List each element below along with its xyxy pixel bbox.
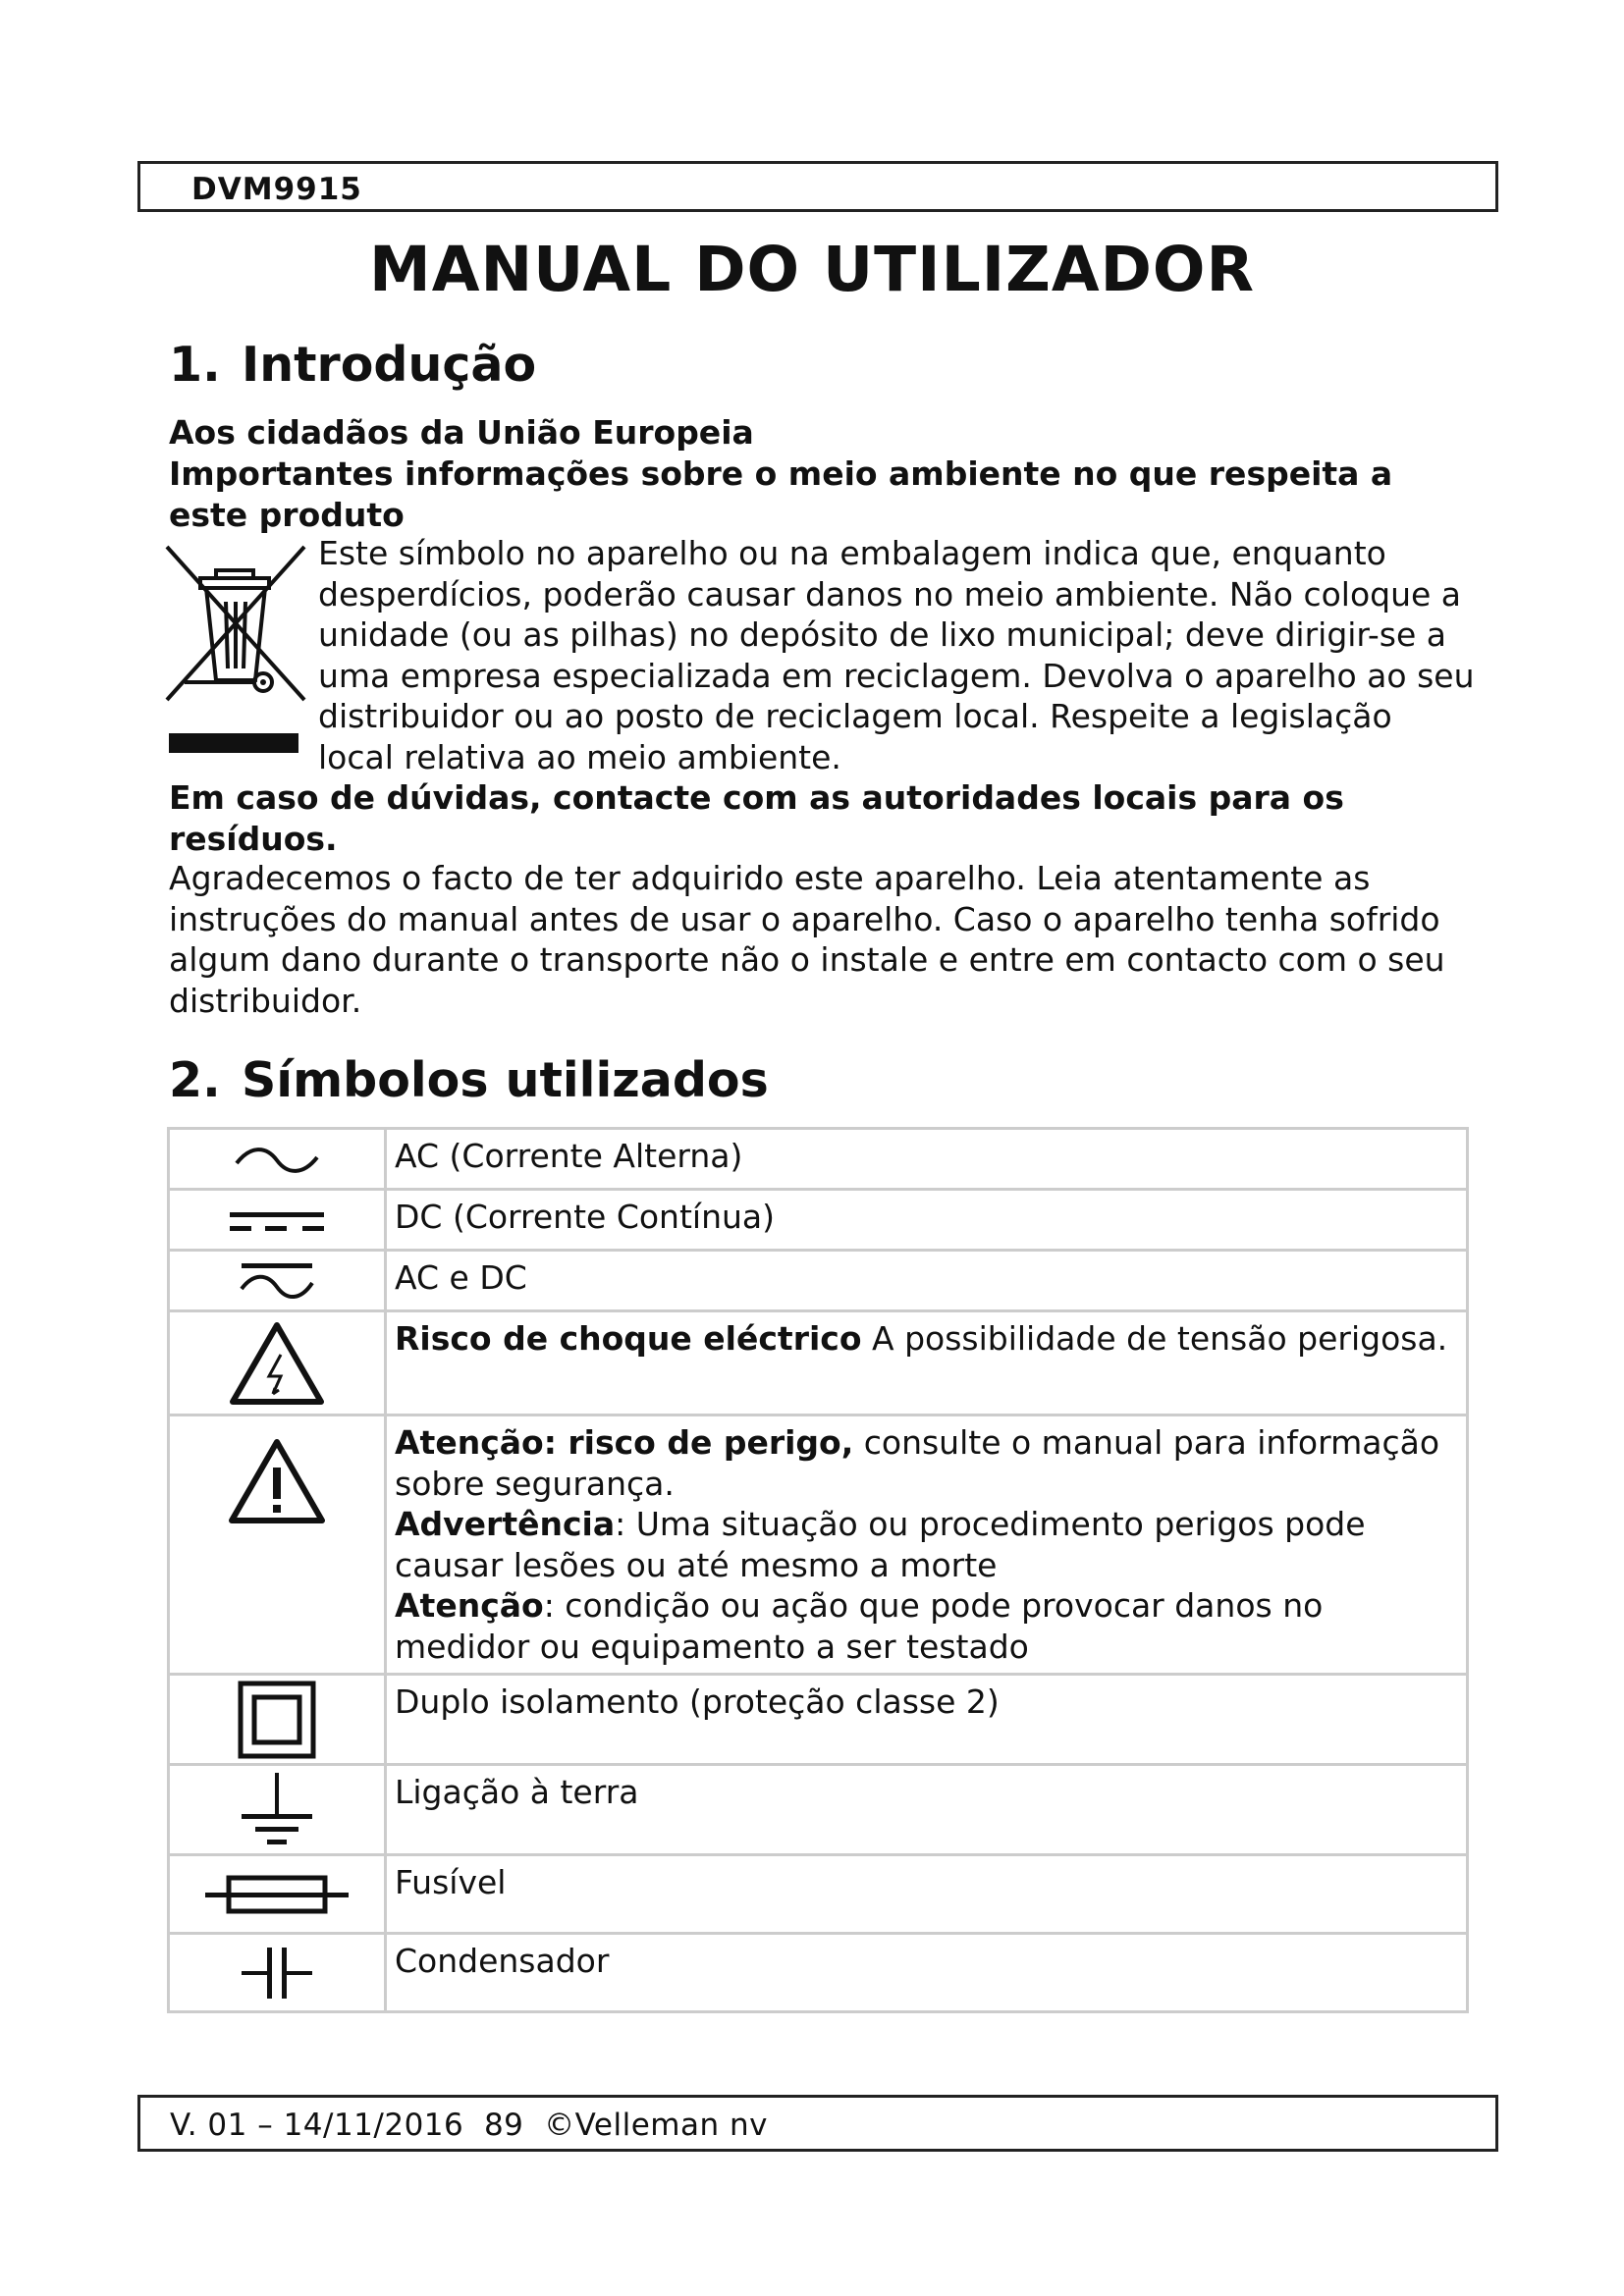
double-insulation-icon	[238, 1698, 316, 1736]
symbol-description: AC (Corrente Alterna)	[386, 1129, 1468, 1190]
shock-text: A possibilidade de tensão perigosa.	[861, 1319, 1448, 1358]
symbol-cell	[169, 1415, 386, 1675]
symbol-description: DC (Corrente Contínua)	[386, 1190, 1468, 1251]
symbol-cell	[169, 1855, 386, 1934]
symbol-cell	[169, 1251, 386, 1311]
advertencia-text: : Uma situação ou procedimento perigos pode causar lesões ou até mesmo a morte	[395, 1505, 1366, 1584]
warning-line	[395, 1585, 1466, 1667]
section-2-heading	[169, 1052, 769, 1108]
warning-bold: Atenção: risco de perigo,	[395, 1423, 854, 1462]
ground-icon	[240, 1789, 314, 1827]
symbol-cell	[169, 1675, 386, 1765]
footer-box	[137, 2095, 1498, 2152]
dc-icon	[228, 1201, 326, 1239]
table-row	[169, 1855, 1468, 1934]
table-row	[169, 1415, 1468, 1675]
electric-shock-icon	[228, 1342, 326, 1380]
section-2-title: Símbolos utilizados	[242, 1052, 769, 1108]
section-1-heading	[169, 337, 536, 393]
symbol-description: AC e DC	[386, 1251, 1468, 1311]
environment-heading: Importantes informações sobre o meio ambiente no que respeita a este produto	[169, 454, 1393, 534]
fuse-icon	[203, 1873, 351, 1911]
atencao-text: : condição ou ação que pode provocar danos no medidor ou equipamento a ser testado	[395, 1586, 1324, 1666]
atencao-bold: Atenção	[395, 1586, 544, 1625]
thanks-paragraph: Agradecemos o facto de ter adquirido este aparelho. Leia atentamente as instruções do manual antes de usar o aparelho. Caso o aparelho tenha sofrido algum dano durante o transporte não o instale e entre em contacto com o seu distribuidor.	[169, 859, 1445, 1020]
table-row	[169, 1675, 1468, 1765]
symbol-description	[386, 1415, 1468, 1675]
section-1-title: Introdução	[242, 337, 537, 393]
warning-line	[395, 1504, 1466, 1585]
symbol-description: Ligação à terra	[386, 1765, 1468, 1855]
symbol-description: Duplo isolamento (proteção classe 2)	[386, 1675, 1468, 1765]
ac-dc-icon	[238, 1259, 316, 1298]
capacitor-icon	[240, 1951, 314, 1990]
section-1-number: 1.	[169, 337, 221, 393]
model-number: DVM9915	[191, 172, 362, 207]
shock-bold: Risco de choque eléctrico	[395, 1319, 862, 1358]
document-title: MANUAL DO UTILIZADOR	[369, 234, 1255, 305]
ac-icon	[233, 1140, 321, 1178]
symbol-cell	[169, 1765, 386, 1855]
section-2-number: 2.	[169, 1052, 221, 1108]
footer-text: V. 01 – 14/11/2016 89 ©Velleman nv	[170, 2108, 768, 2143]
symbol-description	[386, 1311, 1468, 1415]
warning-text: consulte o manual para informação sobre segurança.	[395, 1423, 1440, 1503]
table-row	[169, 1765, 1468, 1855]
symbol-cell	[169, 1190, 386, 1251]
table-row	[169, 1129, 1468, 1190]
symbol-description: Condensador	[386, 1934, 1468, 2012]
symbol-cell	[169, 1129, 386, 1190]
weee-text: Este símbolo no aparelho ou na embalagem indica que, enquanto desperdícios, poderão causar danos no meio ambiente. Não coloque a unidade (ou as pilhas) no depósito de lixo municipal; deve dirigir-se a uma empresa especializada em reciclagem. Devolva o aparelho ao seu distribuidor ou ao posto de reciclagem local. Respeite a legislação local relativa ao meio ambiente.	[318, 534, 1475, 776]
header-box	[137, 161, 1498, 212]
table-row	[169, 1934, 1468, 2012]
weee-bin-icon	[165, 545, 312, 761]
table-row	[169, 1311, 1468, 1415]
advertencia-bold: Advertência	[395, 1505, 616, 1543]
doubt-heading: Em caso de dúvidas, contacte com as autoridades locais para os resíduos.	[169, 778, 1344, 858]
eu-heading: Aos cidadãos da União Europeia	[169, 413, 754, 452]
warning-line	[395, 1422, 1466, 1504]
table-row	[169, 1251, 1468, 1311]
table-row	[169, 1190, 1468, 1251]
warning-icon	[226, 1461, 328, 1499]
symbol-cell	[169, 1311, 386, 1415]
symbol-description: Fusível	[386, 1855, 1468, 1934]
symbol-cell	[169, 1934, 386, 2012]
symbols-table	[167, 1127, 1469, 2013]
